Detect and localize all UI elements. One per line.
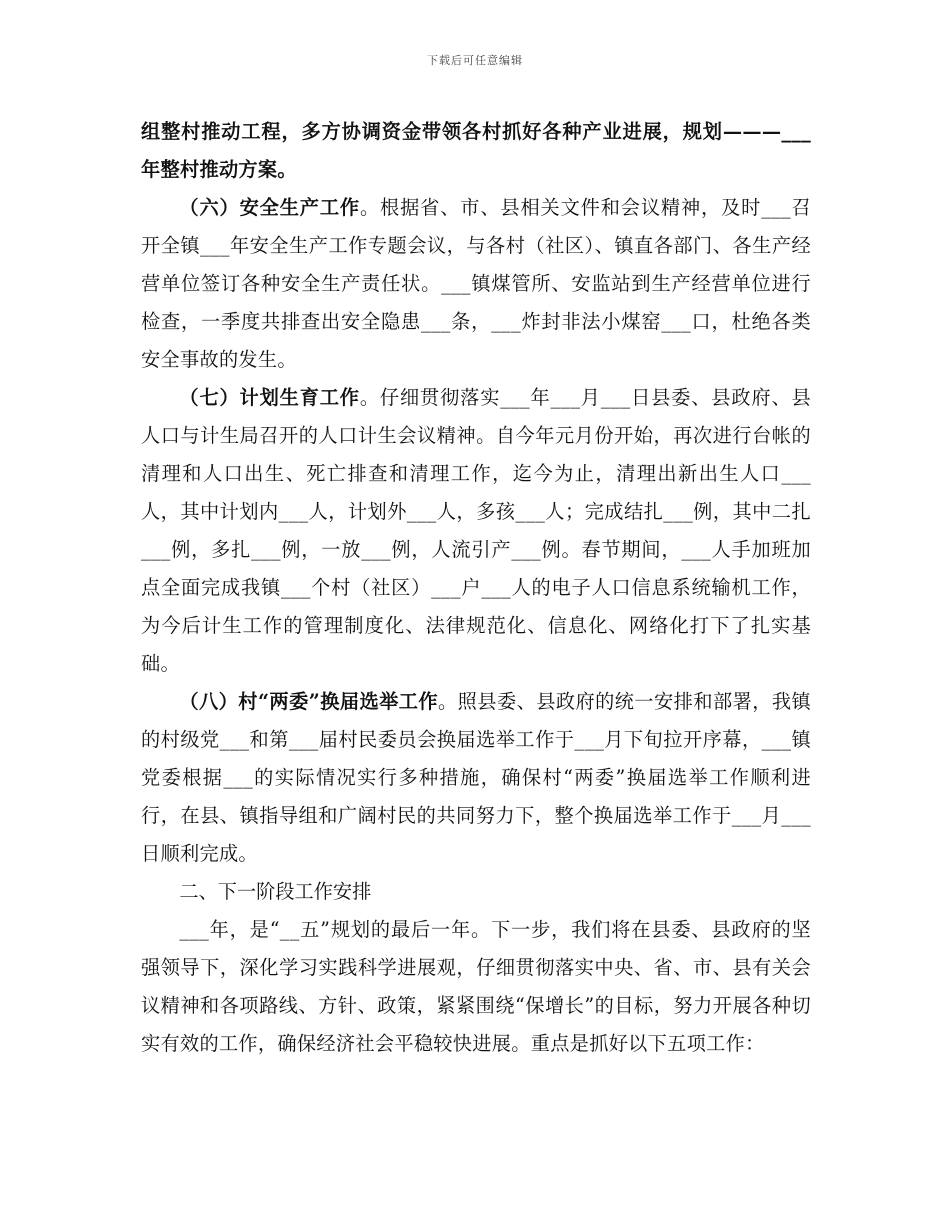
- paragraph-text-village-election: 。照县委、县政府的统一安排和部署，我镇的村级党___和第___届村民委员会换届选举工作于___月下旬拉开序幕，___镇党委根据___的实际情况实行多种措施，确保村“两委”换届选举工作顺利进行，在县、镇指导组和广阔村民的共同努力下，整个换届选举工作于___月___日顺利完成。: [141, 690, 811, 865]
- paragraph-safety-production: [141, 189, 811, 379]
- paragraph-family-planning: [141, 379, 811, 683]
- page-header: 下载后可任意编辑: [427, 54, 523, 67]
- paragraph-text-safety: 。根据省、市、县相关文件和会议精神，及时___召开全镇___年安全生产工作专题会议，与各村（社区）、镇直各部门、各生产经营单位签订各种安全生产责任状。___镇煤管所、安监站到生产经营单位进行检查，一季度共排查出安全隐患___条，___炸封非法小煤窑___口，杜绝各类安全事故的发生。: [141, 196, 811, 371]
- paragraph-continuation: 组整村推动工程，多方协调资金带领各村抓好各种产业进展，规划———___年整村推动方案。: [141, 120, 811, 181]
- document-body: [141, 113, 811, 1063]
- paragraph-village-election: [141, 683, 811, 873]
- paragraph-lead-family-planning: （七）计划生育工作: [179, 386, 360, 409]
- paragraph-text-family-planning: 。仔细贯彻落实___年___月___日县委、县政府、县人口与计生局召开的人口计生会议精神。自今年元月份开始，再次进行台帐的清理和人口出生、死亡排查和清理工作，迄今为止，清理出新出生人口___人，其中计划内___人，计划外___人，多孩___人；完成结扎___例，其中二扎___例，多扎___例，一放___例，人流引产___例。春节期间，___人手加班加点全面完成我镇___个村（社区）___户___人的电子人口信息系统输机工作，为今后计生工作的管理制度化、法律规范化、信息化、网络化打下了扎实基础。: [141, 386, 811, 675]
- section-heading: 二、下一阶段工作安排: [179, 880, 372, 903]
- paragraph-lead-safety: （六）安全生产工作: [179, 196, 360, 219]
- paragraph-lead-village-election: （八）村“两委”换届选举工作: [179, 690, 439, 713]
- paragraph-next-stage: ___年，是“__五”规划的最后一年。下一步，我们将在县委、县政府的坚强领导下，深化学习实践科学进展观，仔细贯彻落实中央、省、市、县有关会议精神和各项路线、方针、政策，紧紧围绕“保增长”的目标，努力开展各种切实有效的工作，确保经济社会平稳较快进展。重点是抓好以下五项工作：: [141, 918, 811, 1055]
